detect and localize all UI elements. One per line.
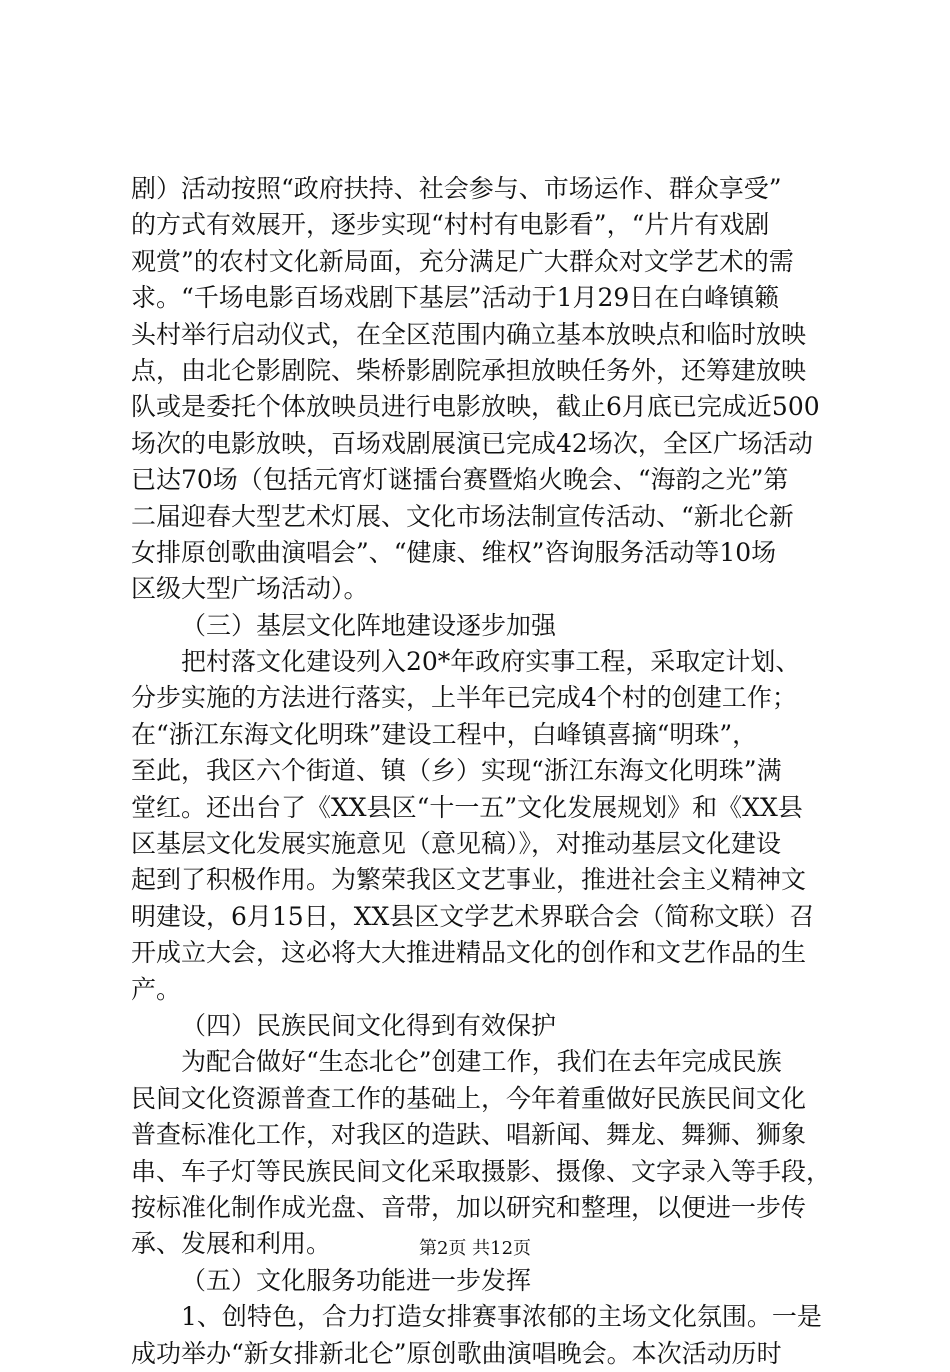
text-line: 为配合做好“生态北仑”创建工作，我们在去年完成民族 [181,1047,782,1077]
text-line: 求。“千场电影百场戏剧下基层”活动于1月29日在白峰镇籁 [131,283,780,313]
text-line: 成功举办“新女排新北仑”原创歌曲演唱晚会。本次活动历时 [131,1338,782,1368]
text-line: 承、发展和利用。 [131,1229,332,1259]
text-line: 的方式有效展开，逐步实现“村村有电影看”，“片片有戏剧 [131,210,770,240]
text-line: 女排原创歌曲演唱会”、“健康、维权”咨询服务活动等10场 [131,537,777,567]
text-line: （四）民族民间文化得到有效保护 [181,1010,557,1040]
text-line: 按标准化制作成光盘、音带，加以研究和整理，以便进一步传 [131,1192,807,1222]
text-line: 区基层文化发展实施意见（意见稿）》，对推动基层文化建设 [131,829,782,859]
text-line: 明建设，6月15日，XX县区文学艺术界联合会（简称文联）召 [131,901,815,931]
text-line: 把村落文化建设列入20*年政府实事工程，采取定计划、 [181,647,801,677]
text-line: 区级大型广场活动）。 [131,574,369,604]
text-line: 至此，我区六个街道、镇（乡）实现“浙江东海文化明珠”满 [131,756,782,786]
text-line: （三）基层文化阵地建设逐步加强 [181,610,557,640]
text-line: 民间文化资源普查工作的基础上，今年着重做好民族民间文化 [131,1083,807,1113]
text-line: 观赏”的农村文化新局面，充分满足广大群众对文学艺术的需 [131,246,794,276]
text-line: 点，由北仑影剧院、柴桥影剧院承担放映任务外，还筹建放映 [131,355,807,385]
text-line: （五）文化服务功能进一步发挥 [181,1265,532,1295]
text-line: 1、创特色，合力打造女排赛事浓郁的主场文化氛围。一是 [181,1302,822,1332]
text-line: 头村举行启动仪式，在全区范围内确立基本放映点和临时放映 [131,319,807,349]
text-line: 剧）活动按照“政府扶持、社会参与、市场运作、群众享受” [131,174,782,203]
text-line: 队或是委托个体放映员进行电影放映，截止6月底已完成近500 [131,392,820,422]
text-line: 二届迎春大型艺术灯展、文化市场法制宣传活动、“新北仑新 [131,501,794,531]
text-line: 起到了积极作用。为繁荣我区文艺事业，推进社会主义精神文 [131,865,807,895]
document-body [131,171,831,1372]
text-line: 产。 [131,974,182,1004]
text-line: 开成立大会，这必将大大推进精品文化的创作和文艺作品的生 [131,938,807,968]
text-line: 场次的电影放映，百场戏剧展演已完成42场次，全区广场活动 [131,428,813,458]
text-line: 串、车子灯等民族民间文化采取摄影、摄像、文字录入等手段， [131,1156,831,1186]
page-footer: 第2页 共12页 [418,1238,532,1259]
text-line: 分步实施的方法进行落实，上半年已完成4个村的创建工作； [131,683,797,713]
text-line: 已达70场（包括元宵灯谜擂台赛暨焰火晚会、“海韵之光”第 [131,465,789,495]
text-line: 普查标准化工作，对我区的造趺、唱新闻、舞龙、舞狮、狮象 [131,1120,807,1150]
text-line: 在“浙江东海文化明珠”建设工程中，白峰镇喜摘“明珠”， [131,719,758,749]
text-line: 堂红。还出台了《XX县区“十一五”文化发展规划》和《XX县 [131,792,803,822]
